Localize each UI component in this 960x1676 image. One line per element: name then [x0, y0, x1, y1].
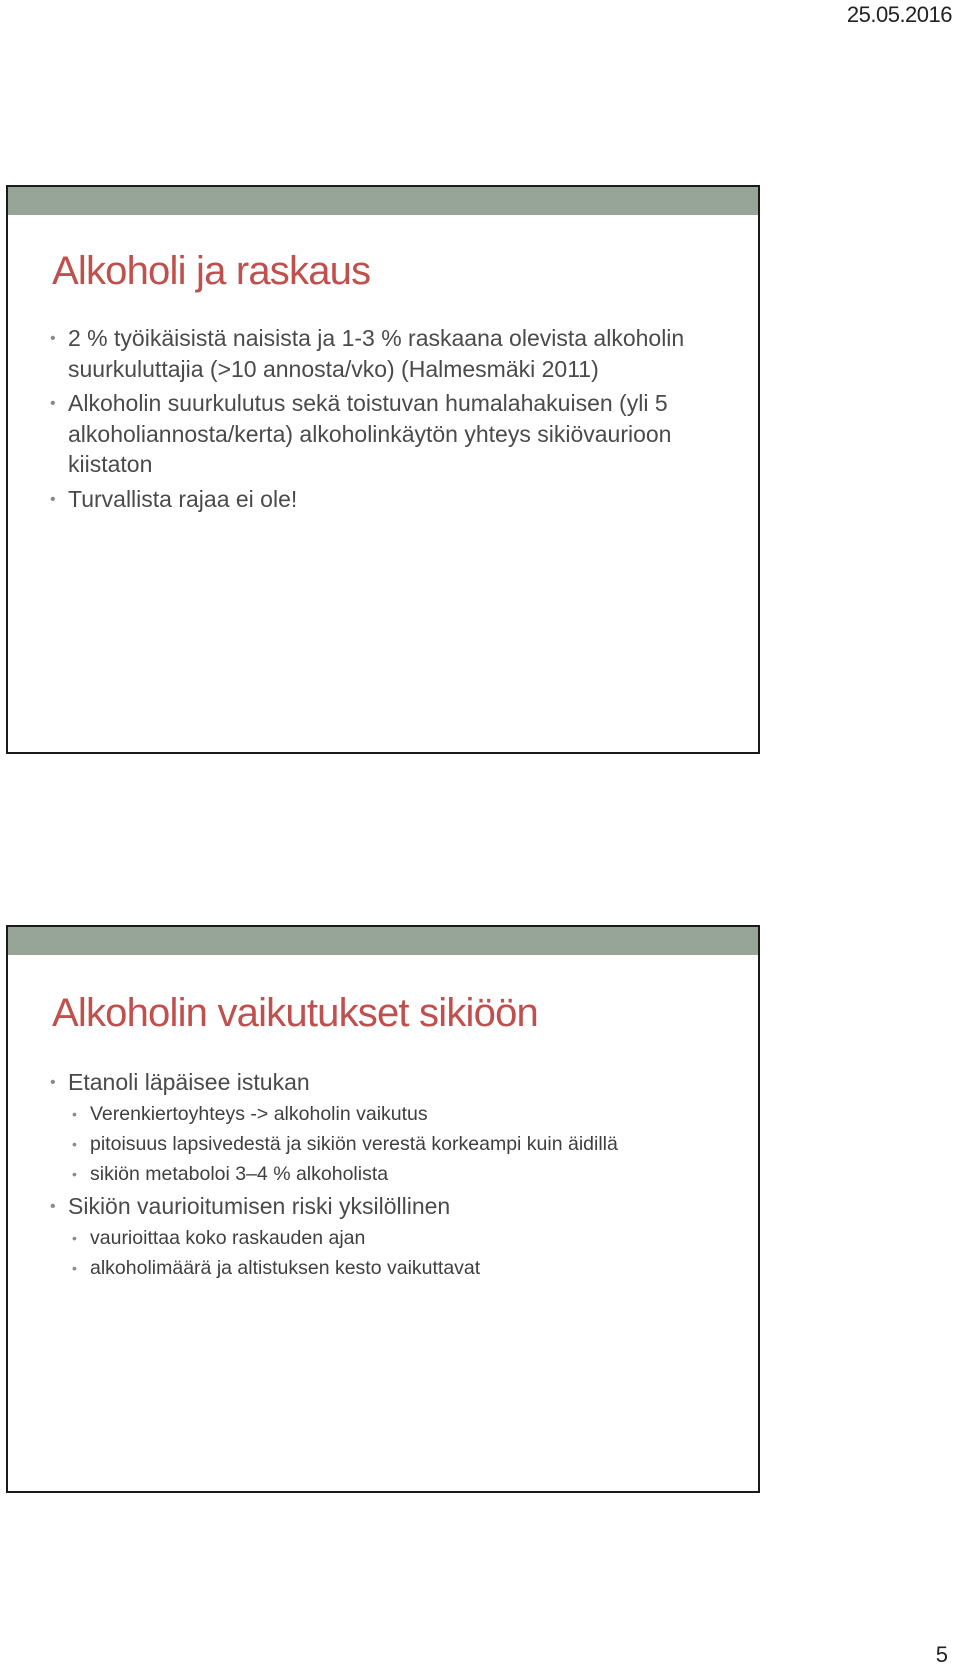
bullet-dot-icon: •	[50, 490, 56, 508]
sub-bullet-text: sikiön metaboloi 3–4 % alkoholista	[90, 1163, 389, 1185]
slide-title: Alkoholi ja raskaus	[52, 249, 371, 293]
bullet-text: Turvallista rajaa ei ole!	[68, 485, 298, 512]
bullet-item	[48, 1189, 728, 1223]
slide-2	[6, 925, 760, 1493]
bullet-dot-icon: •	[72, 1166, 77, 1182]
sub-bullet-text: Verenkiertoyhteys -> alkoholin vaikutus	[90, 1103, 428, 1125]
page-number: 5	[935, 1642, 948, 1667]
bullet-dot-icon: •	[50, 1198, 56, 1215]
bullet-dot-icon: •	[72, 1106, 77, 1122]
bullet-item	[48, 1065, 728, 1099]
sub-bullet-item	[70, 1129, 728, 1159]
bullet-dot-icon: •	[72, 1260, 77, 1276]
slide-title: Alkoholin vaikutukset sikiöön	[52, 991, 538, 1035]
slide-header-bar	[8, 187, 758, 215]
sub-bullet-item	[70, 1253, 728, 1283]
bullet-text: Etanoli läpäisee istukan	[68, 1069, 310, 1095]
sub-bullet-text: alkoholimäärä ja altistuksen kesto vaikuttavat	[90, 1257, 481, 1279]
sub-bullet-text: pitoisuus lapsivedestä ja sikiön verestä korkeampi kuin äidillä	[90, 1133, 618, 1155]
bullet-item	[48, 484, 728, 515]
sub-bullet-text: vaurioittaa koko raskauden ajan	[90, 1227, 366, 1249]
bullet-dot-icon: •	[50, 1074, 56, 1091]
bullet-dot-icon: •	[72, 1230, 77, 1246]
bullet-dot-icon: •	[50, 395, 56, 412]
bullet-dot-icon: •	[72, 1136, 77, 1152]
bullet-list	[48, 1065, 728, 1283]
bullet-item	[48, 388, 728, 480]
bullet-text: Sikiön vaurioitumisen riski yksilöllinen	[68, 1193, 451, 1219]
sub-bullet-item	[70, 1099, 728, 1129]
bullet-text: 2 % työikäisistä naisista ja 1-3 % raskaana olevista alkoholin suurkuluttajia (>10 annosta/vko) (Halmesmäki 2011)	[68, 325, 685, 382]
page-date: 25.05.2016	[846, 2, 952, 27]
sub-bullet-item	[70, 1223, 728, 1253]
bullet-item	[48, 323, 728, 384]
bullet-list	[48, 323, 728, 518]
bullet-dot-icon: •	[50, 330, 56, 347]
sub-bullet-item	[70, 1159, 728, 1189]
slide-1	[6, 185, 760, 754]
slide-header-bar	[8, 927, 758, 955]
bullet-text: Alkoholin suurkulutus sekä toistuvan humalahakuisen (yli 5 alkoholiannosta/kerta) alkoholinkäytön yhteys sikiövaurioon kiistaton	[68, 390, 672, 477]
